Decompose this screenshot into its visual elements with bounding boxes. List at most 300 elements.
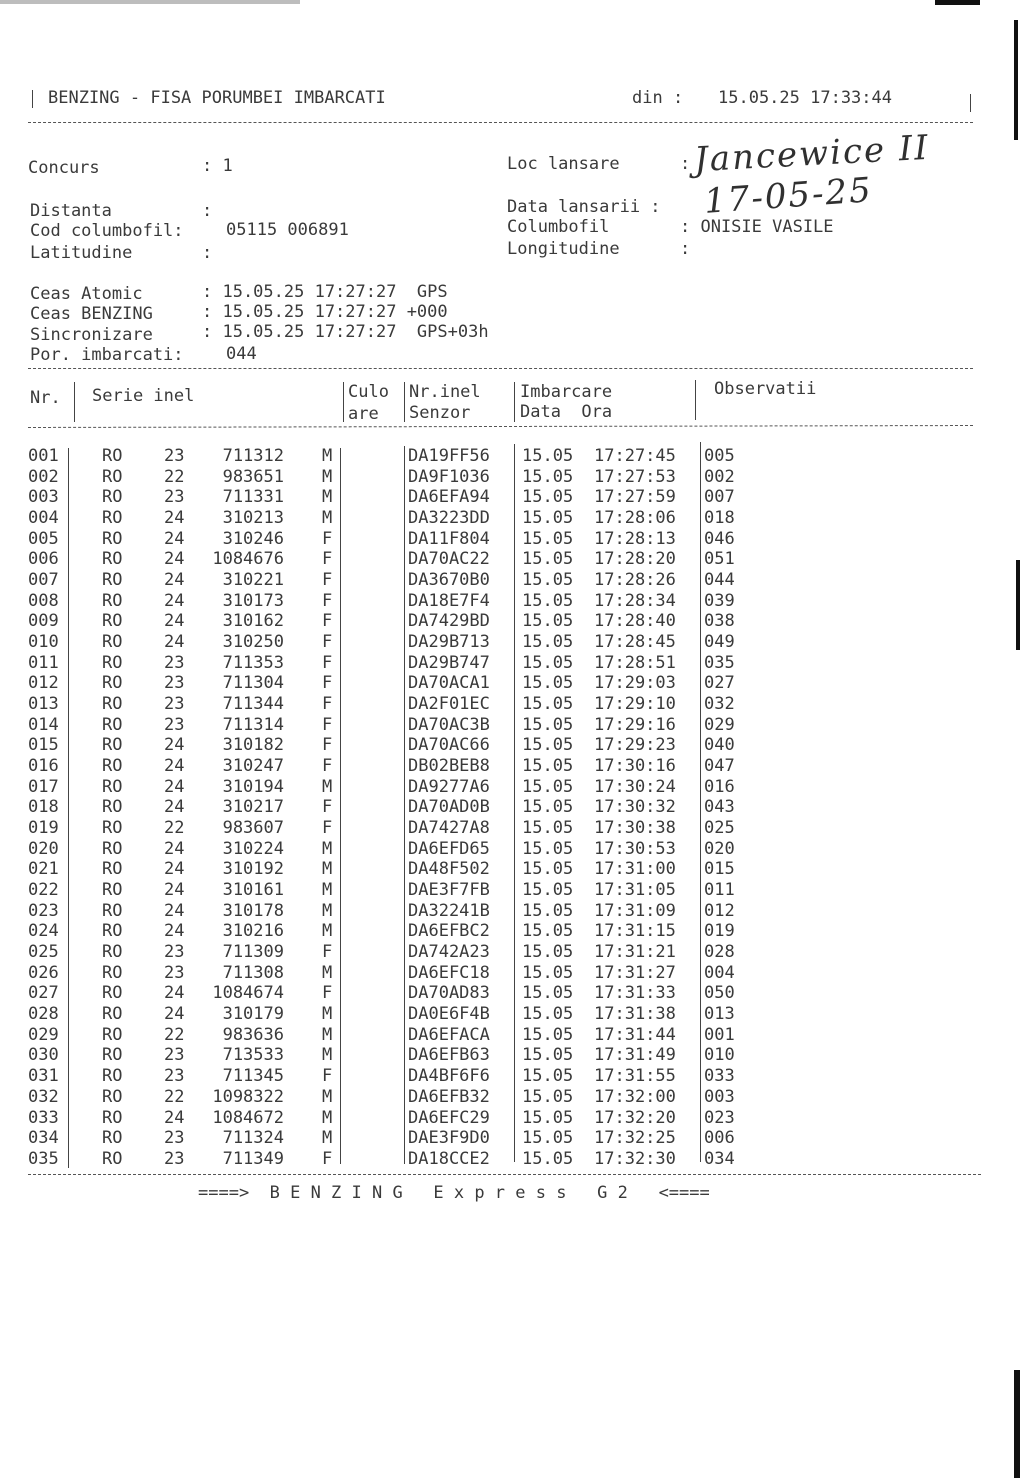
sex: F [322, 632, 333, 653]
ring-country: RO [102, 1148, 123, 1169]
ring-country: RO [102, 1086, 123, 1107]
ring-year: 22 [164, 1086, 185, 1107]
sex: M [322, 1004, 333, 1025]
sex: M [322, 921, 333, 942]
observation: 018 [704, 508, 735, 529]
ring-country: RO [102, 1004, 123, 1025]
row-number: 012 [28, 673, 59, 694]
sex: M [322, 1107, 333, 1128]
sex: F [322, 1066, 333, 1087]
ring-country: RO [102, 528, 123, 549]
observation: 039 [704, 590, 735, 611]
ring-country: RO [102, 1024, 123, 1045]
embark-time: 17:28:51 [594, 652, 676, 673]
embark-time: 17:27:59 [594, 487, 676, 508]
ring-country: RO [102, 673, 123, 694]
embark-date: 15.05 [522, 859, 574, 880]
embark-time: 17:29:16 [594, 714, 676, 735]
embark-date: 15.05 [522, 446, 574, 466]
row-number: 027 [28, 983, 59, 1004]
row-number: 024 [28, 921, 59, 942]
table-header-top-divider [28, 368, 973, 369]
sex: M [322, 487, 333, 508]
ring-country: RO [102, 880, 123, 901]
embark-time: 17:32:30 [594, 1148, 676, 1169]
chip-id: DA48F502 [408, 859, 490, 880]
ring-year: 24 [164, 611, 185, 632]
ring-year: 24 [164, 797, 185, 818]
ring-year: 24 [164, 983, 185, 1004]
chip-id: DA2F01EC [408, 694, 490, 715]
ring-year: 24 [164, 900, 185, 921]
chip-id: DA70ACA1 [408, 673, 490, 694]
cod-columbofil-label: Cod columbofil: [30, 221, 184, 241]
observation: 012 [704, 900, 735, 921]
ring-country: RO [102, 983, 123, 1004]
embark-time: 17:28:20 [594, 549, 676, 570]
ring-number: 711349 [222, 1148, 284, 1169]
embark-date: 15.05 [522, 632, 574, 653]
sex: M [322, 900, 333, 921]
observation: 020 [704, 838, 735, 859]
embark-time: 17:30:24 [594, 776, 676, 797]
ring-country: RO [102, 838, 123, 859]
ring-number: 310217 [222, 797, 284, 818]
sex: F [322, 797, 333, 818]
chip-id: DA9277A6 [408, 776, 490, 797]
row-number: 019 [28, 818, 59, 839]
col-header-culoare-1: Culo [348, 382, 389, 402]
sex: F [322, 735, 333, 756]
ceas-atomic-label: Ceas Atomic [30, 284, 143, 304]
row-number: 020 [28, 838, 59, 859]
ring-year: 24 [164, 756, 185, 777]
embark-time: 17:29:23 [594, 735, 676, 756]
embark-time: 17:27:53 [594, 466, 676, 487]
embark-time: 17:31:15 [594, 921, 676, 942]
sex: M [322, 466, 333, 487]
ring-country: RO [102, 859, 123, 880]
row-number: 028 [28, 1004, 59, 1025]
ring-number: 983636 [222, 1024, 284, 1045]
embark-date: 15.05 [522, 611, 574, 632]
ring-number: 711353 [222, 652, 284, 673]
sex: F [322, 714, 333, 735]
header-divider [28, 122, 973, 123]
sex: F [322, 942, 333, 963]
embark-date: 15.05 [522, 1128, 574, 1149]
observation: 034 [704, 1148, 735, 1169]
ring-year: 24 [164, 880, 185, 901]
latitudine-sep: : [202, 243, 213, 263]
ring-year: 23 [164, 962, 185, 983]
chip-id: DA19FF56 [408, 446, 490, 466]
col-sep-sex [340, 448, 341, 1164]
row-number: 015 [28, 735, 59, 756]
embark-date: 15.05 [522, 735, 574, 756]
observation: 023 [704, 1107, 735, 1128]
observation: 019 [704, 921, 735, 942]
ring-number: 310192 [222, 859, 284, 880]
ring-country: RO [102, 1066, 123, 1087]
observation: 002 [704, 466, 735, 487]
embark-time: 17:29:03 [594, 673, 676, 694]
row-number: 029 [28, 1024, 59, 1045]
embark-date: 15.05 [522, 1045, 574, 1066]
table-bottom-divider [28, 1174, 981, 1175]
row-number: 005 [28, 528, 59, 549]
ring-country: RO [102, 590, 123, 611]
ring-number: 1084674 [212, 983, 284, 1004]
col-header-sep-5 [695, 380, 696, 420]
concurs-label: Concurs [28, 158, 100, 178]
chip-id: DA3223DD [408, 508, 490, 529]
sex: M [322, 1024, 333, 1045]
ring-country: RO [102, 570, 123, 591]
embark-date: 15.05 [522, 714, 574, 735]
row-number: 006 [28, 549, 59, 570]
ring-country: RO [102, 962, 123, 983]
chip-id: DA32241B [408, 900, 490, 921]
sincronizare-value: : 15.05.25 17:27:27 GPS+03h [202, 322, 489, 342]
ring-number: 310194 [222, 776, 284, 797]
ring-number: 310246 [222, 528, 284, 549]
embark-time: 17:30:32 [594, 797, 676, 818]
chip-id: DA18E7F4 [408, 590, 490, 611]
embark-date: 15.05 [522, 694, 574, 715]
observation: 028 [704, 942, 735, 963]
data-lansarii-label: Data lansarii : [507, 197, 661, 217]
ring-number: 310179 [222, 1004, 284, 1025]
row-number: 032 [28, 1086, 59, 1107]
chip-id: DA6EFC29 [408, 1107, 490, 1128]
observation: 029 [704, 714, 735, 735]
embark-date: 15.05 [522, 1004, 574, 1025]
sex: F [322, 549, 333, 570]
chip-id: DA29B713 [408, 632, 490, 653]
embark-date: 15.05 [522, 590, 574, 611]
embark-time: 17:27:45 [594, 446, 676, 466]
col-sep-obs [700, 442, 701, 1162]
ring-number: 310247 [222, 756, 284, 777]
scan-edge-right-1 [1014, 20, 1018, 140]
ring-number: 310213 [222, 508, 284, 529]
sex: F [322, 756, 333, 777]
document-title: BENZING - FISA PORUMBEI IMBARCATI [48, 88, 386, 108]
embark-date: 15.05 [522, 983, 574, 1004]
col-header-sep-2 [343, 382, 344, 422]
embark-date: 15.05 [522, 756, 574, 777]
chip-id: DA0E6F4B [408, 1004, 490, 1025]
col-header-nrinel-1: Nr.inel [409, 382, 481, 402]
ring-country: RO [102, 797, 123, 818]
ring-number: 711345 [222, 1066, 284, 1087]
printed-at-value: 15.05.25 17:33:44 [718, 88, 892, 108]
chip-id: DA7427A8 [408, 818, 490, 839]
observation: 035 [704, 652, 735, 673]
title-left-bar [32, 90, 33, 108]
scan-edge-top-left [0, 0, 300, 4]
chip-id: DA4BF6F6 [408, 1066, 490, 1087]
ring-number: 310224 [222, 838, 284, 859]
ring-year: 24 [164, 549, 185, 570]
chip-id: DB02BEB8 [408, 756, 490, 777]
ring-year: 24 [164, 528, 185, 549]
ring-country: RO [102, 942, 123, 963]
col-header-sep-1 [74, 382, 75, 422]
ring-number: 711312 [222, 446, 284, 466]
row-number: 011 [28, 652, 59, 673]
data-lansarii-handwritten: 17-05-25 [702, 170, 874, 222]
embark-date: 15.05 [522, 652, 574, 673]
ring-country: RO [102, 549, 123, 570]
observation: 032 [704, 694, 735, 715]
chip-id: DA29B747 [408, 652, 490, 673]
row-number: 021 [28, 859, 59, 880]
embark-date: 15.05 [522, 466, 574, 487]
distanta-sep: : [202, 201, 213, 221]
embark-date: 15.05 [522, 942, 574, 963]
sex: M [322, 880, 333, 901]
ring-number: 1084676 [212, 549, 284, 570]
ring-number: 1084672 [212, 1107, 284, 1128]
sex: M [322, 1086, 333, 1107]
embark-time: 17:31:49 [594, 1045, 676, 1066]
ring-number: 310250 [222, 632, 284, 653]
embark-date: 15.05 [522, 1024, 574, 1045]
ring-country: RO [102, 652, 123, 673]
observation: 005 [704, 446, 735, 466]
embark-time: 17:30:53 [594, 838, 676, 859]
embark-time: 17:31:21 [594, 942, 676, 963]
sex: F [322, 818, 333, 839]
ring-number: 1098322 [212, 1086, 284, 1107]
observation: 011 [704, 880, 735, 901]
chip-id: DA11F804 [408, 528, 490, 549]
row-number: 014 [28, 714, 59, 735]
sex: F [322, 590, 333, 611]
observation: 046 [704, 528, 735, 549]
ring-year: 23 [164, 714, 185, 735]
embark-time: 17:31:27 [594, 962, 676, 983]
observation: 003 [704, 1086, 735, 1107]
scan-edge-right-2 [1016, 560, 1020, 650]
chip-id: DA742A23 [408, 942, 490, 963]
col-header-nrinel-2: Senzor [409, 403, 471, 423]
embark-date: 15.05 [522, 528, 574, 549]
row-number: 033 [28, 1107, 59, 1128]
printed-at-label: din : [632, 88, 684, 108]
ring-number: 711324 [222, 1128, 284, 1149]
ring-number: 711304 [222, 673, 284, 694]
observation: 015 [704, 859, 735, 880]
sex: F [322, 611, 333, 632]
columbofil-label: Columbofil [507, 217, 610, 237]
embark-date: 15.05 [522, 900, 574, 921]
col-header-sep-3 [404, 382, 405, 422]
row-number: 022 [28, 880, 59, 901]
row-number: 002 [28, 466, 59, 487]
embark-date: 15.05 [522, 673, 574, 694]
embark-date: 15.05 [522, 487, 574, 508]
ring-country: RO [102, 776, 123, 797]
ring-country: RO [102, 1045, 123, 1066]
embark-date: 15.05 [522, 818, 574, 839]
ring-country: RO [102, 694, 123, 715]
col-header-sep-4 [514, 382, 515, 422]
embark-time: 17:31:05 [594, 880, 676, 901]
chip-id: DA70AC22 [408, 549, 490, 570]
sex: M [322, 859, 333, 880]
ring-number: 711314 [222, 714, 284, 735]
embark-time: 17:28:45 [594, 632, 676, 653]
chip-id: DA6EFB32 [408, 1086, 490, 1107]
sex: M [322, 776, 333, 797]
row-number: 010 [28, 632, 59, 653]
ring-year: 22 [164, 466, 185, 487]
row-number: 031 [28, 1066, 59, 1087]
chip-id: DAE3F7FB [408, 880, 490, 901]
ring-year: 24 [164, 632, 185, 653]
embark-time: 17:28:06 [594, 508, 676, 529]
ceas-atomic-value: : 15.05.25 17:27:27 GPS [202, 282, 448, 302]
observation: 050 [704, 983, 735, 1004]
embark-date: 15.05 [522, 921, 574, 942]
sex: M [322, 1045, 333, 1066]
row-number: 008 [28, 590, 59, 611]
sex: F [322, 983, 333, 1004]
observation: 040 [704, 735, 735, 756]
ring-country: RO [102, 921, 123, 942]
ring-number: 310178 [222, 900, 284, 921]
footer-banner: ====> B E N Z I N G E x p r e s s G 2 <==== [198, 1183, 710, 1203]
scan-edge-top-right [935, 0, 980, 5]
observation: 025 [704, 818, 735, 839]
ring-country: RO [102, 446, 123, 466]
ring-number: 711308 [222, 962, 284, 983]
ring-country: RO [102, 508, 123, 529]
ring-year: 24 [164, 776, 185, 797]
embark-date: 15.05 [522, 1107, 574, 1128]
embark-time: 17:28:34 [594, 590, 676, 611]
chip-id: DA6EFACA [408, 1024, 490, 1045]
ring-number: 310173 [222, 590, 284, 611]
ring-year: 23 [164, 1066, 185, 1087]
col-header-nr: Nr. [30, 388, 61, 408]
row-number: 004 [28, 508, 59, 529]
row-number: 034 [28, 1128, 59, 1149]
embark-time: 17:31:33 [594, 983, 676, 1004]
col-header-imbarcare-2: Data Ora [520, 402, 613, 422]
observation: 001 [704, 1024, 735, 1045]
ring-year: 24 [164, 735, 185, 756]
ring-country: RO [102, 611, 123, 632]
embark-date: 15.05 [522, 838, 574, 859]
chip-id: DA6EFBC2 [408, 921, 490, 942]
ring-year: 23 [164, 652, 185, 673]
longitudine-label: Longitudine [507, 239, 620, 259]
ring-number: 310221 [222, 570, 284, 591]
loc-lansare-sep: : [680, 154, 691, 174]
ring-year: 22 [164, 1024, 185, 1045]
ring-number: 711344 [222, 694, 284, 715]
ring-year: 24 [164, 1107, 185, 1128]
chip-id: DA70AC3B [408, 714, 490, 735]
latitudine-label: Latitudine [30, 243, 133, 263]
observation: 049 [704, 632, 735, 653]
porumbei-imbarcati-value: 044 [226, 344, 257, 364]
row-number: 013 [28, 694, 59, 715]
sex: M [322, 508, 333, 529]
distanta-label: Distanta [30, 201, 112, 221]
sex: F [322, 570, 333, 591]
row-number: 018 [28, 797, 59, 818]
observation: 033 [704, 1066, 735, 1087]
chip-id: DAE3F9D0 [408, 1128, 490, 1149]
chip-id: DA7429BD [408, 611, 490, 632]
ring-year: 23 [164, 942, 185, 963]
ring-year: 23 [164, 487, 185, 508]
row-number: 026 [28, 962, 59, 983]
chip-id: DA9F1036 [408, 466, 490, 487]
observation: 007 [704, 487, 735, 508]
ring-year: 23 [164, 694, 185, 715]
observation: 044 [704, 570, 735, 591]
embark-date: 15.05 [522, 880, 574, 901]
ceas-benzing-value: : 15.05.25 17:27:27 +000 [202, 302, 448, 322]
scan-edge-right-3 [1014, 1370, 1020, 1478]
porumbei-imbarcati-label: Por. imbarcati: [30, 345, 184, 365]
embark-date: 15.05 [522, 776, 574, 797]
col-header-observatii: Observatii [714, 379, 817, 399]
chip-id: DA3670B0 [408, 570, 490, 591]
ring-number: 713533 [222, 1045, 284, 1066]
observation: 016 [704, 776, 735, 797]
embark-time: 17:31:00 [594, 859, 676, 880]
ring-year: 23 [164, 1045, 185, 1066]
ring-number: 711331 [222, 487, 284, 508]
ceas-benzing-label: Ceas BENZING [30, 304, 153, 324]
chip-id: DA6EFC18 [408, 962, 490, 983]
chip-id: DA6EFD65 [408, 838, 490, 859]
observation: 010 [704, 1045, 735, 1066]
col-header-imbarcare-1: Imbarcare [520, 382, 613, 402]
table-header-bottom-divider [28, 425, 973, 428]
ring-country: RO [102, 487, 123, 508]
embark-time: 17:31:44 [594, 1024, 676, 1045]
title-right-bar [970, 94, 971, 112]
embark-date: 15.05 [522, 962, 574, 983]
columbofil-value: : ONISIE VASILE [680, 217, 834, 237]
observation: 006 [704, 1128, 735, 1149]
chip-id: DA70AC66 [408, 735, 490, 756]
ring-number: 983651 [222, 466, 284, 487]
chip-id: DA6EFB63 [408, 1045, 490, 1066]
ring-number: 711309 [222, 942, 284, 963]
ring-number: 983607 [222, 818, 284, 839]
col-header-culoare-2: are [348, 404, 379, 424]
embark-date: 15.05 [522, 797, 574, 818]
col-sep-chip [404, 446, 405, 1164]
ring-country: RO [102, 818, 123, 839]
col-sep-nr [68, 448, 69, 1168]
sex: F [322, 673, 333, 694]
embark-date: 15.05 [522, 1148, 574, 1169]
ring-year: 24 [164, 838, 185, 859]
row-number: 007 [28, 570, 59, 591]
ring-number: 310182 [222, 735, 284, 756]
chip-id: DA70AD83 [408, 983, 490, 1004]
